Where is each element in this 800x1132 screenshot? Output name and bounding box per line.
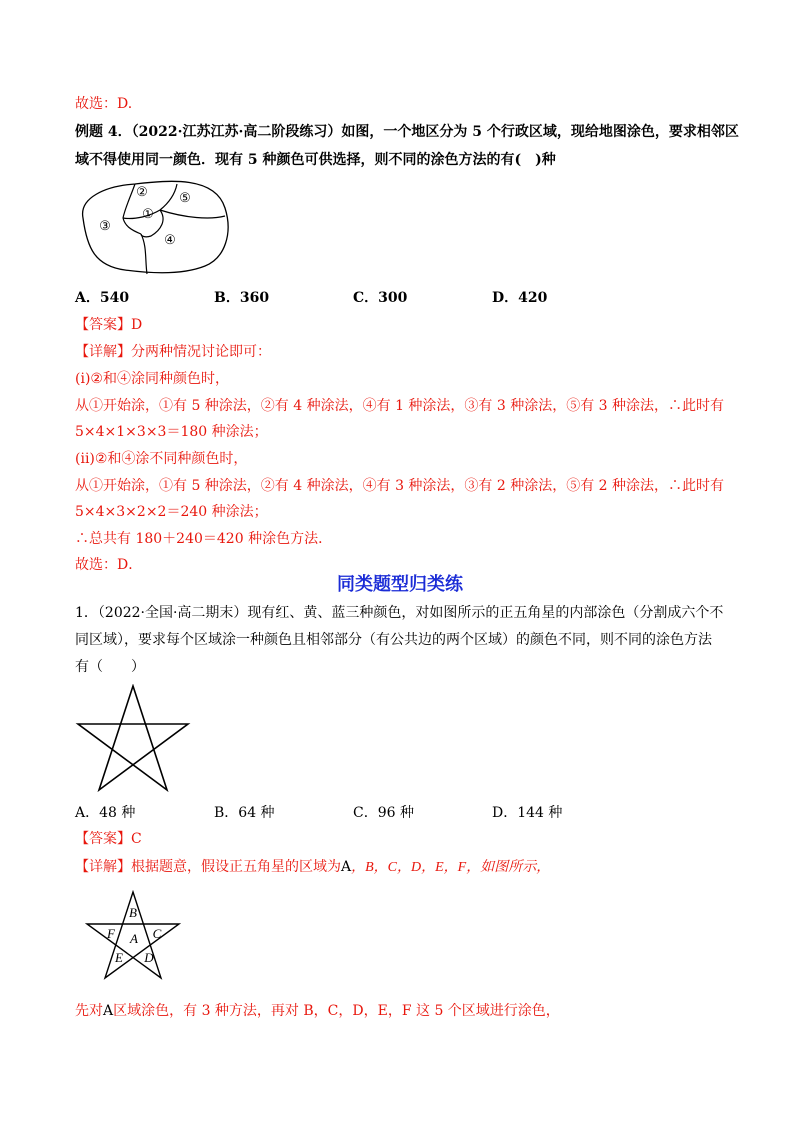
q1-line2: 同区域），要求每个区域涂一种颜色且相邻部分（有公共边的两个区域）的颜色不同，则不同的涂色方法 [75,632,712,648]
map-label-3: ③ [99,219,111,234]
pentagram-outline [78,686,188,790]
map-border-line [141,234,147,274]
pentagram-figure [75,684,191,794]
example4-detail: 从①开始涂，①有 5 种涂法，②有 4 种涂法，④有 3 种涂法，③有 2 种涂法，⑤有 2 种涂法，∴此时有 [75,478,725,494]
map-label-5: ⑤ [179,191,191,206]
map-border-line [123,184,135,218]
q1-option-b: B．64 种 [214,805,275,821]
example4-detail: 5×4×1×3×3＝180 种涂法； [75,424,268,440]
example4-choice: 故选：D． [75,557,143,573]
map-label-2: ② [136,185,148,200]
star-label-e: E [115,950,123,965]
region-map-figure [75,178,235,278]
star-label-c: C [152,926,162,941]
star-label-d: D [144,950,154,965]
example4-detail: 【详解】分两种情况讨论即可： [75,344,271,360]
q1-detail-text: 先对 [75,1003,103,1019]
example4-detail: ∴总共有 180＋240＝420 种涂色方法． [75,531,333,547]
option-c: C．300 [353,290,408,306]
q1-detail-text: 【详解】根据题意，假设正五角星的区域为 [75,859,341,875]
region-a-label: A [341,859,352,875]
q1-answer: 【答案】C [75,831,142,847]
star-label-f: F [107,926,115,941]
q1-detail-line2 [75,1001,560,1021]
q1-option-c: C．96 种 [353,805,414,821]
example4-question-line1: 例题 4．（2022·江苏江苏·高二阶段练习）如图，一个地区分为 5 个行政区域，现给地图涂色，要求相邻区 [75,124,739,140]
example4-detail: 从①开始涂，①有 5 种涂法，②有 4 种涂法，④有 1 种涂法，③有 3 种涂法，⑤有 3 种涂法，∴此时有 [75,398,725,414]
map-label-1: ① [142,207,154,222]
map-border-line [160,210,225,218]
example4-question-line2: 域不得使用同一颜色．现有 5 种颜色可供选择，则不同的涂色方法的有( )种 [75,152,556,168]
q1-detail-text: 区域涂色，有 3 种方法，再对 B，C，D，E，F 这 5 个区域进行涂色， [113,1003,560,1019]
labeled-pentagram-figure [85,890,181,986]
q1-line3: 有（ ） [75,659,145,675]
q1-option-a: A．48 种 [75,805,136,821]
q1-line1: 1．（2022·全国·高二期末）现有红、黄、蓝三种颜色，对如图所示的正五角星的内部涂色（分割成六个不 [75,605,724,621]
region-labels: ，B，C，D，E，F，如图所示， [351,860,551,875]
map-label-4: ④ [164,233,176,248]
star-label-b: B [129,905,137,920]
q1-option-d: D．144 种 [492,805,563,821]
map-border-line [123,218,141,234]
example4-detail: (ii)②和④涂不同种颜色时， [75,451,248,467]
section-title: 同类题型归类练 [337,574,463,595]
previous-choice: 故选：D. [75,96,133,112]
option-b: B．360 [214,290,270,306]
option-d: D．420 [492,290,548,306]
example4-answer: 【答案】D [75,317,143,333]
option-a: A．540 [75,290,130,306]
star-label-a: A [130,931,138,946]
region-a-label: A [103,1003,114,1019]
example4-detail: 5×4×3×2×2＝240 种涂法； [75,504,268,520]
example4-detail: (i)②和④涂同种颜色时， [75,371,229,387]
q1-detail-line1 [75,857,550,878]
